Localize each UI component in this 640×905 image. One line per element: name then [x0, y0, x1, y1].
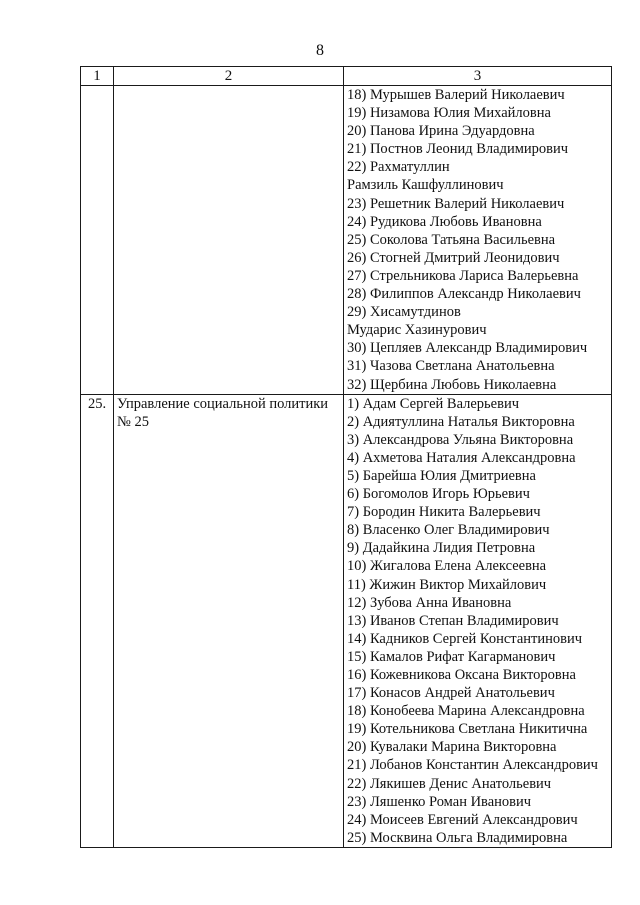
member-list-item: 15) Камалов Рифат Кагарманович	[347, 648, 556, 665]
member-list-item: 32) Щербина Любовь Николаевна	[347, 376, 557, 393]
table-row	[81, 86, 612, 395]
member-list-item: 20) Кувалаки Марина Викторовна	[347, 739, 557, 756]
page-number: 8	[316, 42, 324, 59]
member-list-item: Мударис Хазинурович	[347, 322, 487, 339]
member-list-item: 6) Богомолов Игорь Юрьевич	[347, 486, 530, 503]
member-list-item: 3) Александрова Ульяна Викторовна	[347, 431, 574, 448]
member-list-item: 9) Дадайкина Лидия Петровна	[347, 540, 536, 557]
member-list-item: 27) Стрельникова Лариса Валерьевна	[347, 267, 579, 284]
member-list-item: 31) Чазова Светлана Анатольевна	[347, 358, 555, 375]
member-list-item: 26) Стогней Дмитрий Леонидович	[347, 249, 560, 266]
column-header-1: 1	[81, 67, 114, 86]
member-list-item: 13) Иванов Степан Владимирович	[347, 612, 559, 629]
member-list-item: 23) Ляшенко Роман Иванович	[347, 793, 532, 810]
assignment-table	[80, 66, 612, 848]
table-header	[81, 67, 612, 86]
table-body	[81, 86, 612, 848]
member-list-item: 2) Адиятуллина Наталья Викторовна	[347, 413, 575, 430]
member-list-item: 29) Хисамутдинов	[347, 304, 461, 321]
member-list-item: 20) Панова Ирина Эдуардовна	[347, 123, 535, 140]
members-cell	[344, 86, 612, 395]
member-list-item: 25) Соколова Татьяна Васильевна	[347, 231, 556, 248]
member-list-item: 19) Низамова Юлия Михайловна	[347, 105, 551, 122]
member-list-item: 18) Мурышев Валерий Николаевич	[347, 87, 565, 103]
member-list-item: 11) Жижин Виктор Михайлович	[347, 576, 547, 593]
table-header-row	[81, 67, 612, 86]
member-list-item: 7) Бородин Никита Валерьевич	[347, 504, 541, 521]
member-list-item: 16) Кожевникова Оксана Викторовна	[347, 667, 576, 683]
member-list-item: 4) Ахметова Наталия Александровна	[347, 449, 576, 466]
member-list-item: 25) Москвина Ольга Владимировна	[347, 829, 568, 846]
member-list-item: 28) Филиппов Александр Николаевич	[347, 286, 581, 303]
member-list-item: 8) Власенко Олег Владимирович	[347, 522, 550, 539]
member-list-item: 12) Зубова Анна Ивановна	[347, 594, 512, 611]
member-list-item: 23) Решетник Валерий Николаевич	[347, 195, 565, 212]
table-row	[81, 394, 612, 847]
column-header-2: 2	[114, 67, 344, 86]
member-list-item: 1) Адам Сергей Валерьевич	[347, 395, 520, 412]
member-list-item: 22) Лякишев Денис Анатольевич	[347, 775, 552, 792]
member-list-item: 10) Жигалова Елена Алексеевна	[347, 558, 547, 575]
member-list-item: 19) Котельникова Светлана Никитична	[347, 721, 588, 738]
member-list-item: 14) Кадников Сергей Константинович	[347, 630, 583, 647]
member-list-item: 21) Лобанов Константин Александрович	[347, 757, 598, 774]
organization-cell	[114, 86, 344, 395]
member-list-item: 17) Конасов Андрей Анатольевич	[347, 685, 555, 702]
member-list-item: 24) Моисеев Евгений Александрович	[347, 811, 578, 828]
row-number-cell	[81, 86, 114, 395]
member-list-item: 22) Рахматуллин	[347, 159, 450, 176]
member-list-item: 21) Постнов Леонид Владимирович	[347, 141, 569, 158]
organization-cell	[114, 394, 344, 847]
member-list-item: Рамзиль Кашфуллинович	[347, 177, 504, 194]
row-number-cell	[81, 394, 114, 847]
row-number: 25.	[87, 395, 107, 412]
column-header-3: 3	[344, 67, 612, 86]
member-list-item: 24) Рудикова Любовь Ивановна	[347, 213, 542, 230]
organization-name: Управление социальной политики № 25	[117, 395, 329, 430]
member-list-item: 30) Цепляев Александр Владимирович	[347, 340, 588, 357]
member-list-item: 18) Конобеева Марина Александровна	[347, 703, 585, 720]
members-cell	[344, 394, 612, 847]
member-list-item: 5) Барейша Юлия Дмитриевна	[347, 467, 536, 484]
